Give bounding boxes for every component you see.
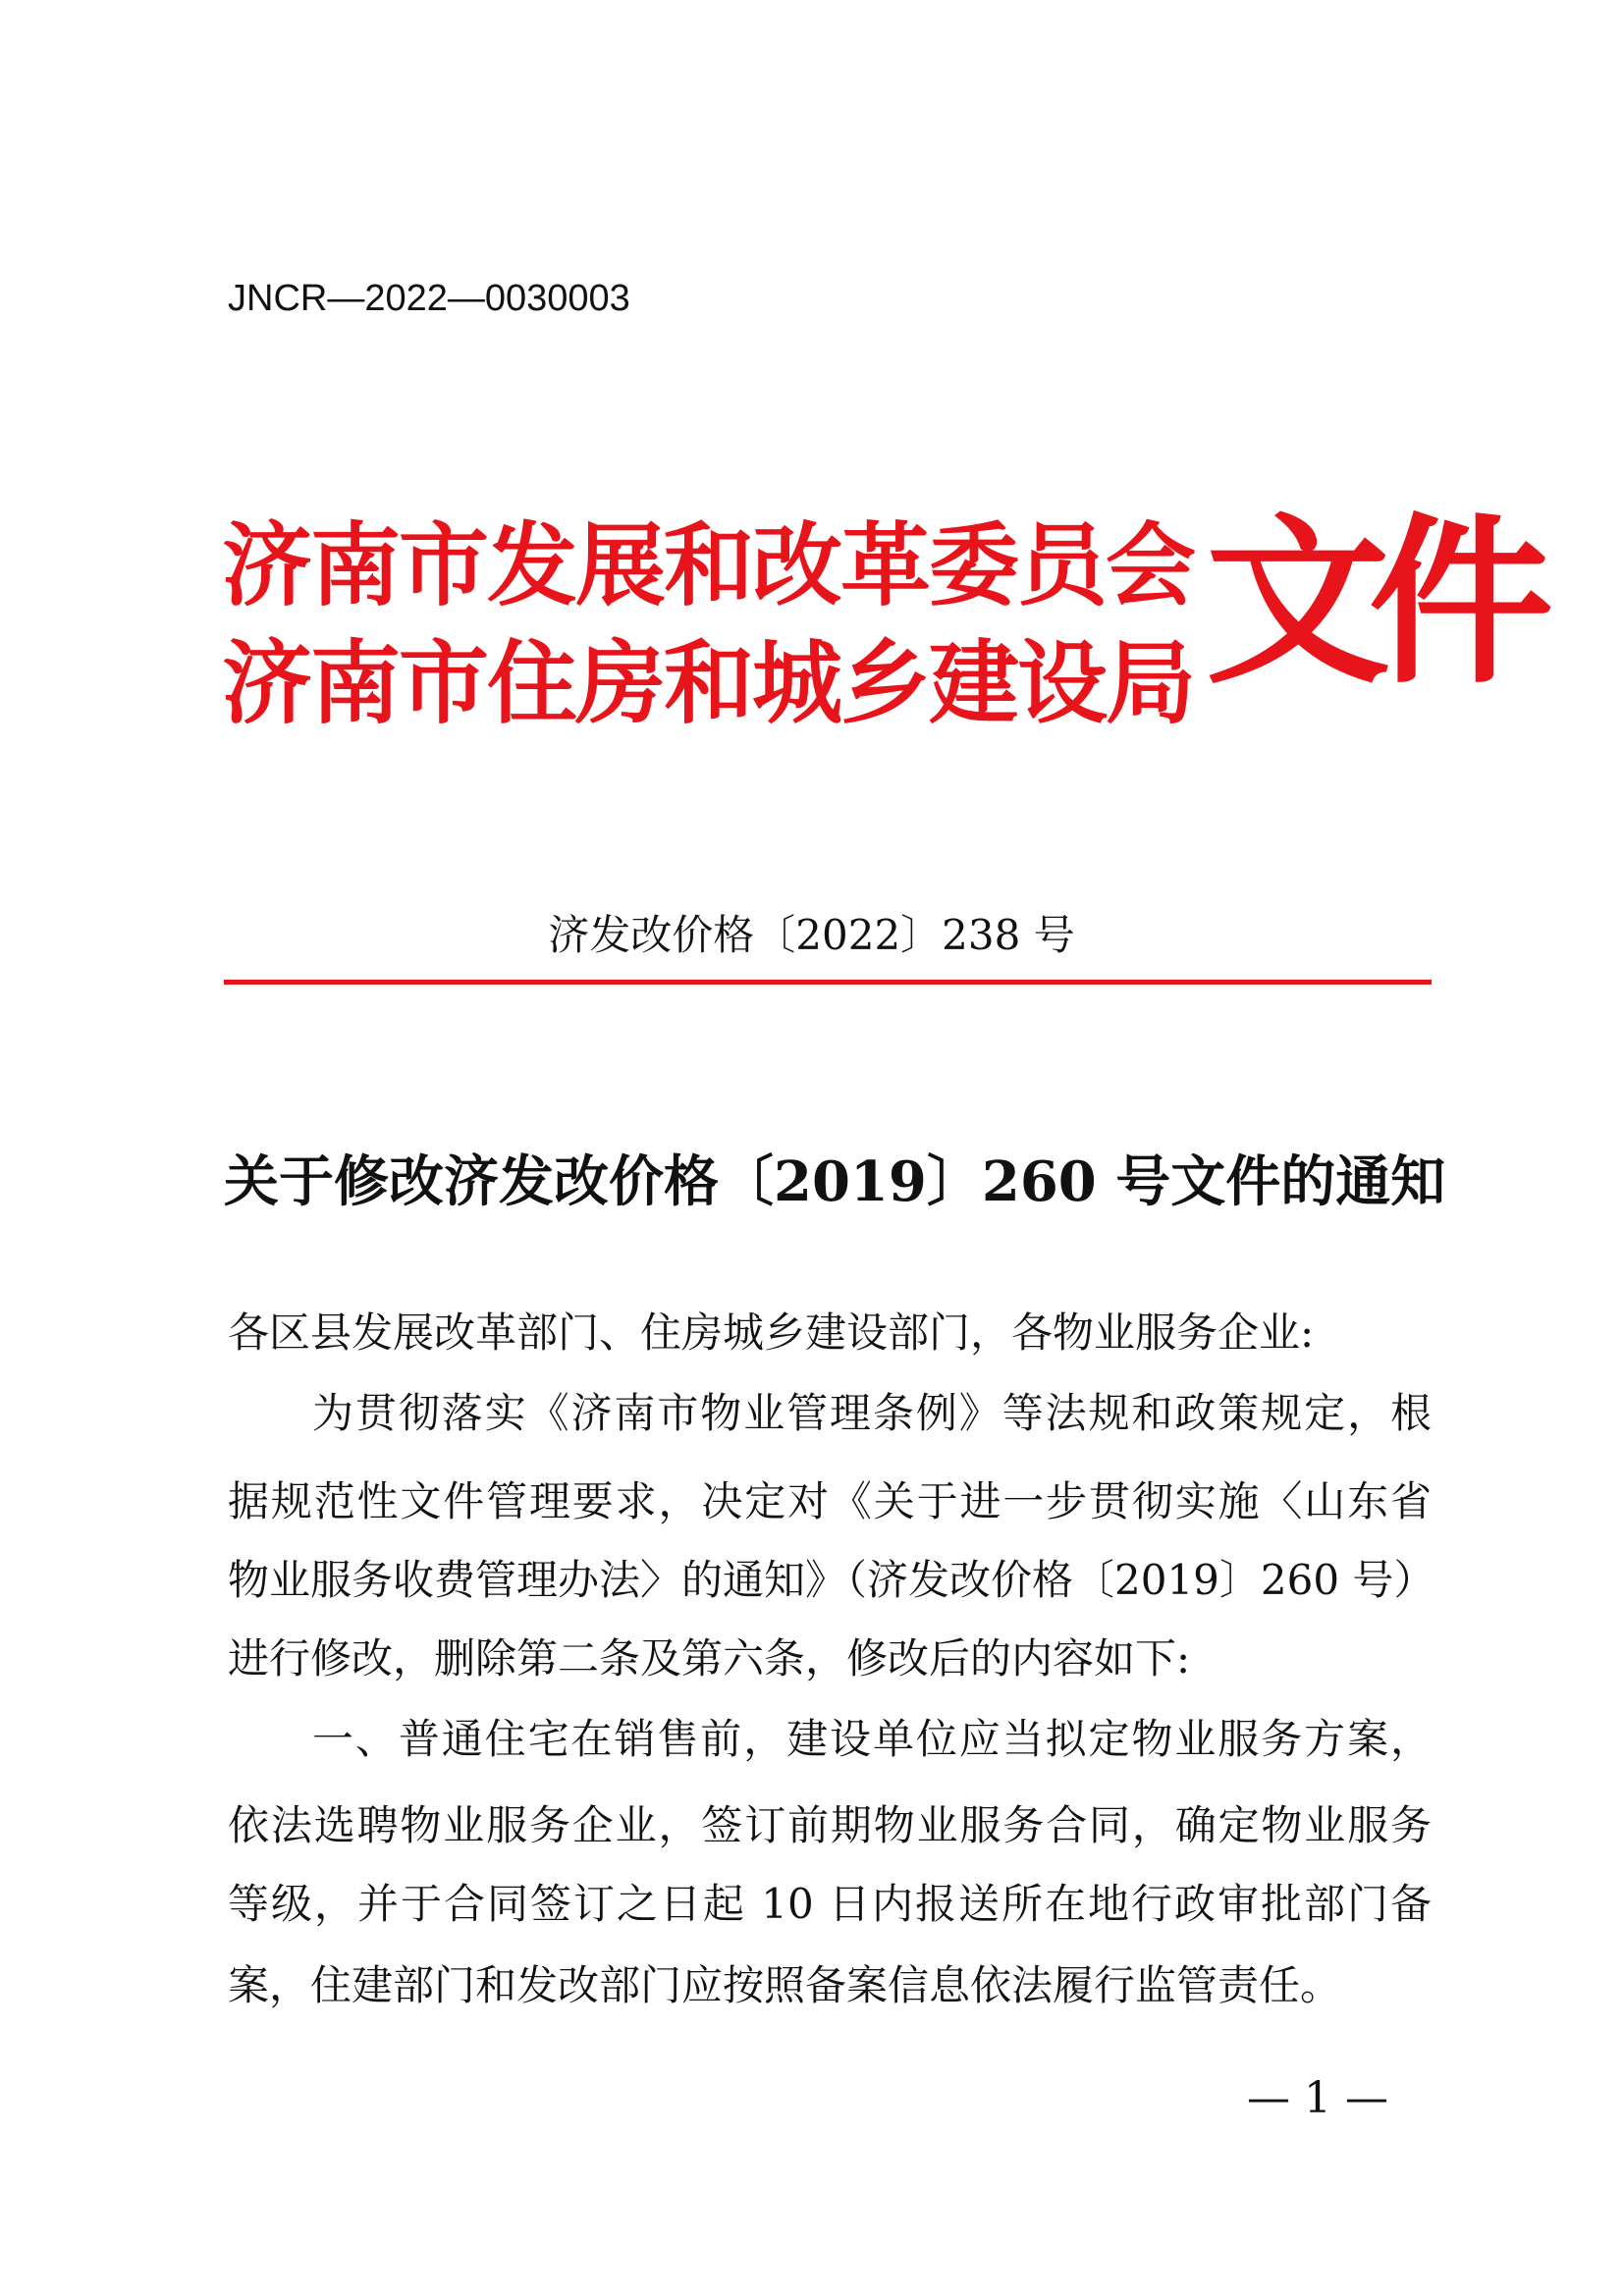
body-line: 进行修改，删除第二条及第六条，修改后的内容如下: [228, 1634, 1191, 1682]
document-label: 文件 [1206, 496, 1532, 709]
red-divider [224, 980, 1432, 985]
body-line: 为贯彻落实《济南市物业管理条例》等法规和政策规定，根 [312, 1389, 1432, 1437]
body-line: 案，住建部门和发改部门应按照备案信息依法履行监管责任。 [228, 1961, 1342, 2009]
body-line: 物业服务收费管理办法〉的通知》（济发改价格〔2019〕260 号） [228, 1556, 1435, 1604]
issuer-name-1: 济南市发展和改革委员会 [222, 512, 1195, 618]
page-number: — 1 — [1247, 2073, 1388, 2123]
issuer-name-2: 济南市住房和城乡建设局 [222, 630, 1195, 736]
document-title: 关于修改济发改价格〔2019〕260 号文件的通知 [224, 1149, 1446, 1214]
body-line: 各区县发展改革部门、住房城乡建设部门，各物业服务企业: [228, 1308, 1315, 1357]
body-line: 依法选聘物业服务企业，签订前期物业服务合同，确定物业服务 [228, 1801, 1432, 1849]
body-line: 据规范性文件管理要求，决定对《关于进一步贯彻实施〈山东省 [228, 1477, 1432, 1525]
document-code: JNCR—2022—0030003 [228, 278, 630, 319]
body-line: 等级，并于合同签订之日起 10 日内报送所在地行政审批部门备 [228, 1880, 1432, 1928]
document-number: 济发改价格〔2022〕238 号 [548, 911, 1075, 959]
body-line: 一、普通住宅在销售前，建设单位应当拟定物业服务方案， [312, 1715, 1432, 1763]
